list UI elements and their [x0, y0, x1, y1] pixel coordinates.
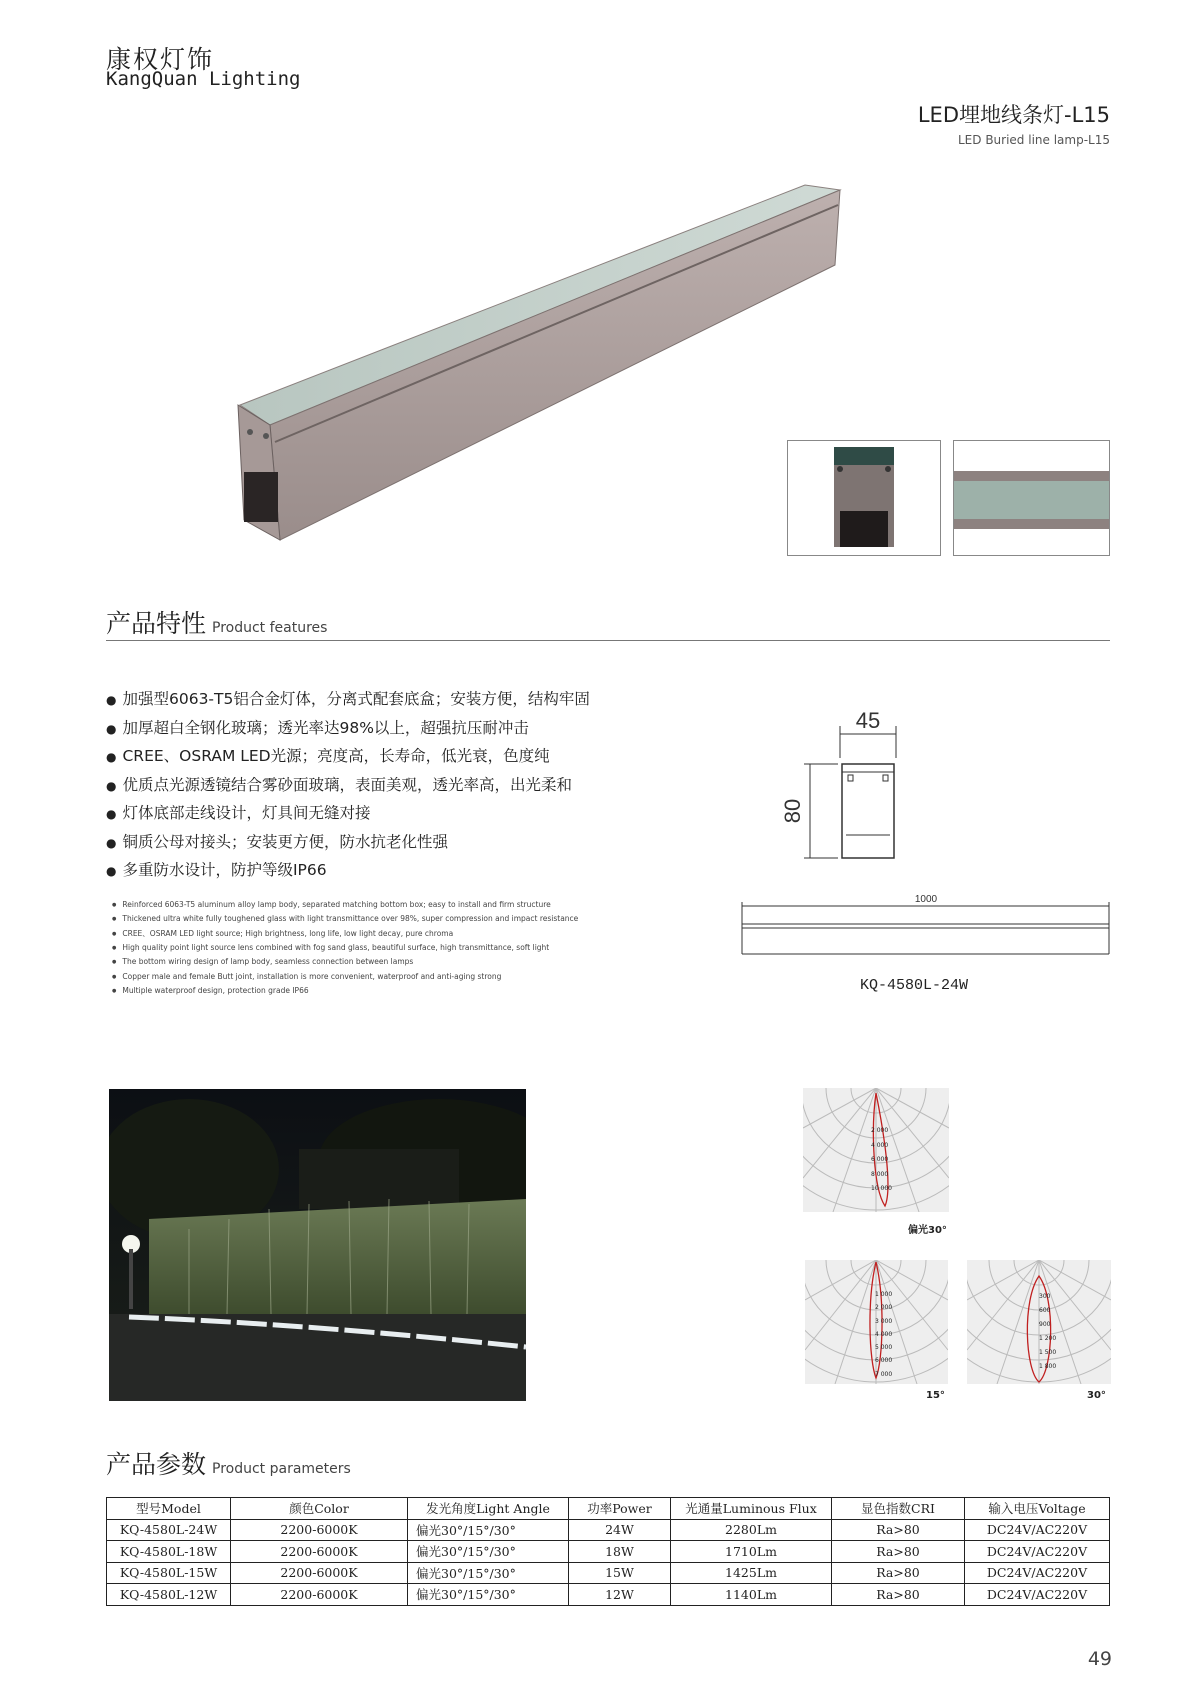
feature-item: ● 灯体底部走线设计，灯具间无缝对接 [106, 800, 590, 829]
params-section-header [106, 1445, 1110, 1481]
polar-chart-3-ticks [1039, 1290, 1056, 1374]
table-cell: 偏光30°/15°/30° [408, 1519, 569, 1541]
table-cell: 1425Lm [671, 1562, 832, 1584]
table-cell: KQ-4580L-24W [107, 1519, 231, 1541]
params-table [106, 1497, 1110, 1606]
tick-label: 2 000 [871, 1127, 889, 1134]
params-title-cn: 产品参数 [106, 1450, 207, 1479]
column-header: 型号Model [107, 1498, 231, 1520]
tick-label: 900 [1039, 1321, 1051, 1328]
table-cell: 24W [569, 1519, 671, 1541]
dimension-length: 1000 [914, 894, 938, 905]
table-cell: 1140Lm [671, 1584, 832, 1606]
brand-name-en: KangQuan Lighting [106, 68, 301, 90]
features-list-en [112, 898, 578, 998]
thumbnail-glass-view [953, 440, 1110, 556]
product-title-en: LED Buried line lamp-L15 [958, 133, 1110, 147]
features-list-cn [106, 686, 590, 886]
table-cell: 偏光30°/15°/30° [408, 1562, 569, 1584]
table-cell: KQ-4580L-12W [107, 1584, 231, 1606]
feature-item-en: ● The bottom wiring design of lamp body, seamless connection between lamps [112, 955, 578, 969]
feature-item-en: ● Thickened ultra white fully toughened glass with light transmittance over 98%, super compression and impact resistance [112, 912, 578, 926]
product-title-cn: LED埋地线条灯-L15 [917, 103, 1110, 127]
feature-item-en: ● Multiple waterproof design, protection grade IP66 [112, 984, 578, 998]
column-header: 颜色Color [231, 1498, 408, 1520]
table-cell: DC24V/AC220V [965, 1562, 1110, 1584]
table-header-row [107, 1498, 1110, 1520]
tick-label: 600 [1039, 1307, 1051, 1314]
model-label: KQ-4580L-24W [860, 977, 969, 994]
feature-item-en: ● Copper male and female Butt joint, installation is more convenient, waterproof and anti-aging strong [112, 970, 578, 984]
feature-item: ● 加强型6063-T5铝合金灯体，分离式配套底盒；安装方便，结构牢固 [106, 686, 590, 715]
tick-label: 8 000 [871, 1170, 889, 1178]
tick-label: 5 000 [875, 1344, 893, 1352]
page-number: 49 [1087, 1648, 1112, 1670]
polar-chart-3-caption: 30° [1087, 1390, 1106, 1401]
table-cell: 偏光30°/15°/30° [408, 1541, 569, 1563]
features-title-en: Product features [212, 620, 328, 636]
table-row [107, 1562, 1110, 1584]
installation-photo [109, 1089, 526, 1401]
polar-chart-2-ticks [875, 1288, 892, 1381]
table-cell: Ra>80 [832, 1584, 965, 1606]
column-header: 光通量Luminous Flux [671, 1498, 832, 1520]
table-cell: Ra>80 [832, 1562, 965, 1584]
dimension-width: 45 [855, 710, 881, 733]
table-cell: Ra>80 [832, 1519, 965, 1541]
table-cell: Ra>80 [832, 1541, 965, 1563]
feature-item: ● 铜质公母对接头；安装更方便，防水抗老化性强 [106, 829, 590, 858]
feature-item-en: ● CREE、OSRAM LED light source; High brightness, long life, low light decay, pure chroma [112, 927, 578, 941]
dimension-height: 80 [780, 798, 805, 824]
feature-item-en: ● High quality point light source lens combined with fog sand glass, beautiful surface, high transmittance, soft light [112, 941, 578, 955]
thumbnail-end-view [787, 440, 941, 556]
tick-label: 6 000 [871, 1156, 889, 1163]
tick-label: 300 [1039, 1293, 1051, 1300]
feature-item: ● 优质点光源透镜结合雾砂面玻璃，表面美观，透光率高，出光柔和 [106, 772, 590, 801]
table-cell: 18W [569, 1541, 671, 1563]
length-drawing [738, 888, 1113, 958]
tick-label: 3 000 [875, 1317, 893, 1325]
polar-chart-1 [803, 1088, 949, 1212]
polar-chart-2 [805, 1260, 948, 1384]
tick-label: 6 000 [875, 1357, 893, 1365]
table-cell: DC24V/AC220V [965, 1519, 1110, 1541]
table-row [107, 1519, 1110, 1541]
table-cell: DC24V/AC220V [965, 1584, 1110, 1606]
table-cell: 偏光30°/15°/30° [408, 1584, 569, 1606]
table-cell: KQ-4580L-18W [107, 1541, 231, 1563]
tick-label: 1 000 [875, 1291, 893, 1298]
polar-chart-1-caption: 偏光30° [908, 1225, 947, 1236]
polar-chart-1-ticks [871, 1124, 892, 1197]
feature-item: ● CREE、OSRAM LED光源；亮度高，长寿命，低光衰，色度纯 [106, 743, 590, 772]
table-cell: 2280Lm [671, 1519, 832, 1541]
table-cell: 15W [569, 1562, 671, 1584]
table-cell: 2200-6000K [231, 1562, 408, 1584]
polar-chart-3 [967, 1260, 1111, 1384]
table-row [107, 1584, 1110, 1606]
column-header: 功率Power [569, 1498, 671, 1520]
brand-name-cn: 康权灯饰 [106, 45, 215, 74]
params-title-en: Product parameters [212, 1461, 351, 1477]
column-header: 输入电压Voltage [965, 1498, 1110, 1520]
tick-label: 10 000 [871, 1185, 892, 1192]
tick-label: 2 000 [875, 1304, 893, 1312]
tick-label: 4 000 [871, 1141, 889, 1149]
tick-label: 4 000 [875, 1330, 893, 1338]
table-cell: 2200-6000K [231, 1519, 408, 1541]
feature-item-en: ● Reinforced 6063-T5 aluminum alloy lamp body, separated matching bottom box; easy to install and firm structure [112, 898, 578, 912]
table-cell: KQ-4580L-15W [107, 1562, 231, 1584]
column-header: 显色指数CRI [832, 1498, 965, 1520]
table-cell: 1710Lm [671, 1541, 832, 1563]
feature-item: ● 加厚超白全钢化玻璃；透光率达98%以上，超强抗压耐冲击 [106, 715, 590, 744]
tick-label: 1 200 [1039, 1335, 1057, 1342]
tick-label: 1 500 [1039, 1349, 1057, 1356]
features-title-cn: 产品特性 [106, 609, 207, 638]
polar-chart-2-caption: 15° [926, 1390, 945, 1401]
tick-label: 1 800 [1039, 1363, 1057, 1370]
table-cell: 2200-6000K [231, 1584, 408, 1606]
table-cell: DC24V/AC220V [965, 1541, 1110, 1563]
table-cell: 12W [569, 1584, 671, 1606]
cross-section-drawing [780, 710, 910, 860]
features-section-header [106, 604, 1110, 641]
feature-item: ● 多重防水设计，防护等级IP66 [106, 857, 590, 886]
tick-label: 7 000 [875, 1370, 893, 1378]
column-header: 发光角度Light Angle [408, 1498, 569, 1520]
table-cell: 2200-6000K [231, 1541, 408, 1563]
table-row [107, 1541, 1110, 1563]
product-main-image [230, 180, 850, 560]
